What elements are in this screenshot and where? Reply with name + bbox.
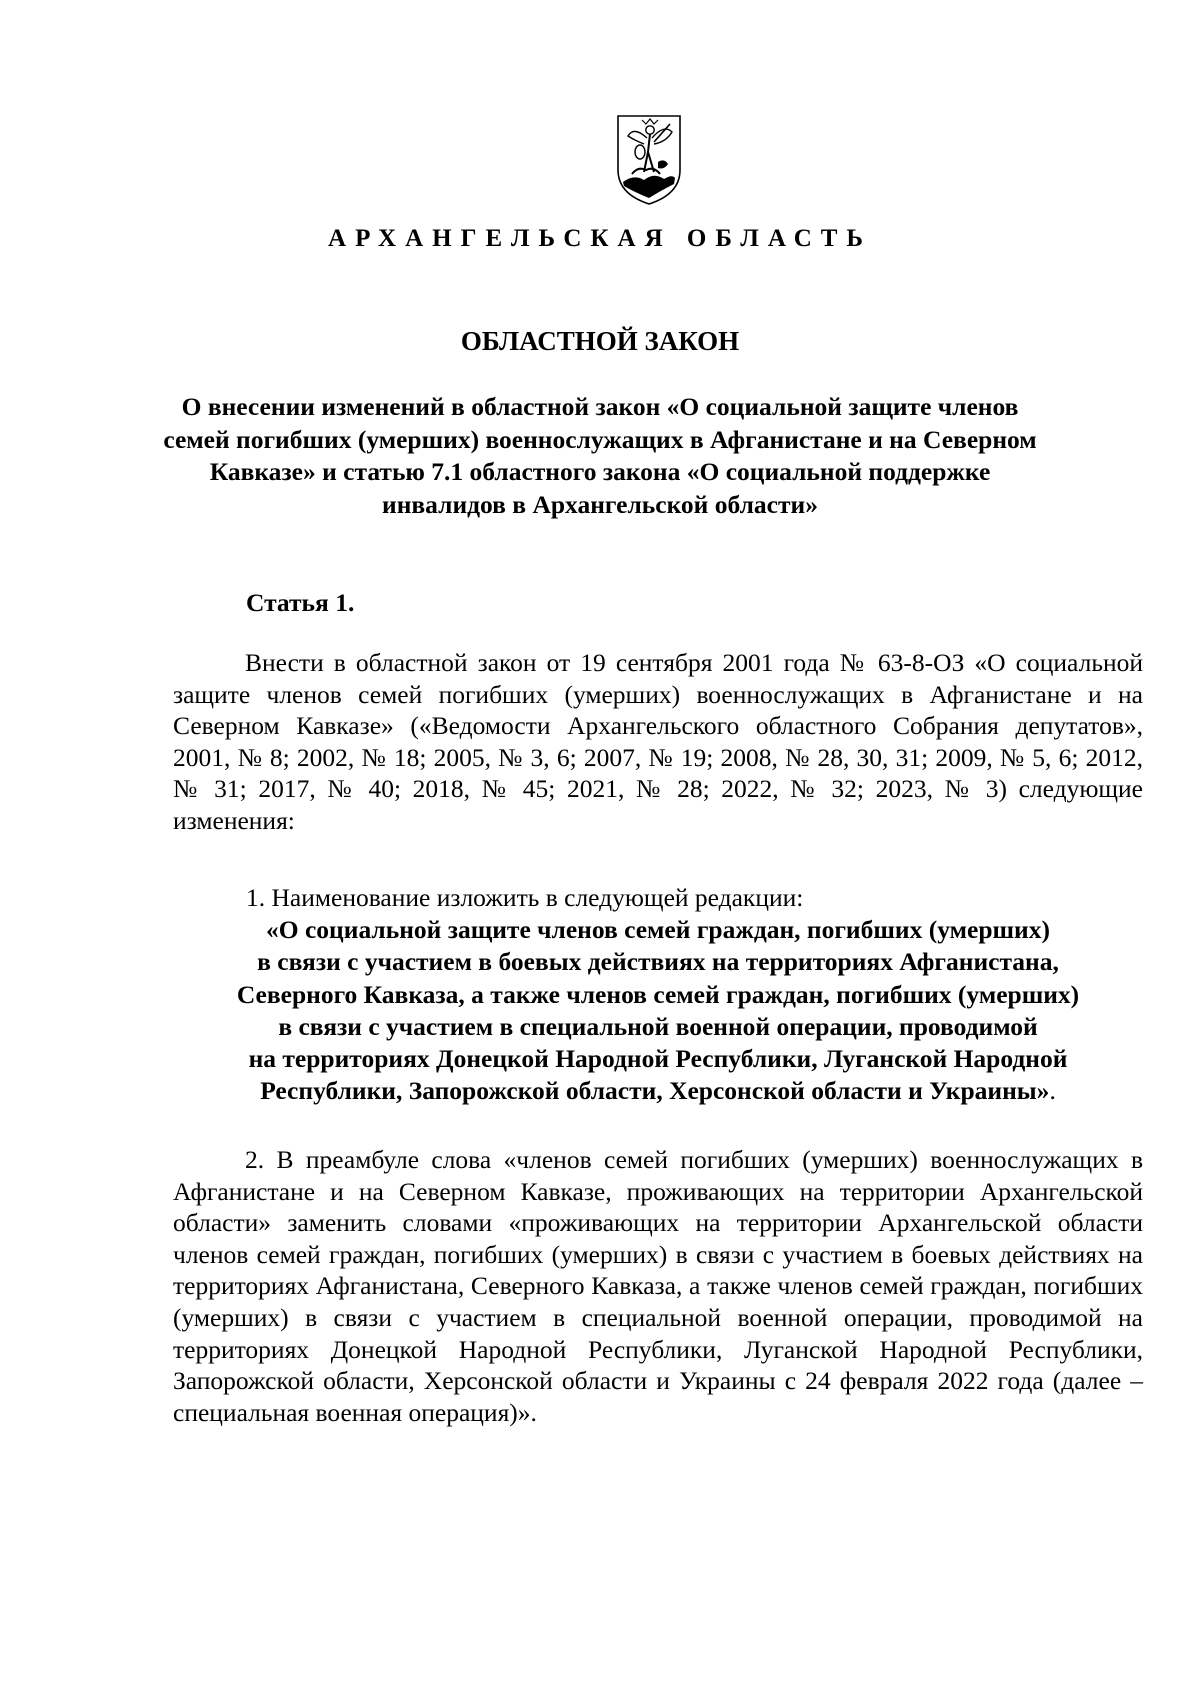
article-heading: Статья 1. (246, 588, 355, 617)
new-law-name-line: в связи с участием в боевых действиях на территориях Афганистана, (257, 947, 1059, 977)
new-law-name-line (173, 1075, 1143, 1107)
law-title (160, 391, 1040, 521)
law-title-line: Кавказе» и статью 7.1 областного закона «О социальной поддержке (209, 457, 991, 486)
article-intro-paragraph: Внести в областной закон от 19 сентября 2001 года № 63-8-ОЗ «О социальной защите членов семей погибших (умерших) военнослужащих в Афганистане и на Северном Кавказе» («Ведомости Архангельского областного Собрания депутатов», 2001, № 8; 2002, № 18; 2005, № 3, 6; 2007, № 19; 2008, № 28, 30, 31; 2009, № 5, 6; 2012, № 31; 2017, № 40; 2018, № 45; 2021, № 28; 2022, № 32; 2023, № 3) следующие изменения: (173, 648, 1143, 835)
law-title-line: семей погибших (умерших) военнослужащих в Афганистане и на Северном (163, 424, 1037, 454)
law-title-line: О внесении изменений в областной закон «О социальной защите членов (181, 392, 1019, 421)
new-law-name-line: Северного Кавказа, а также членов семей граждан, погибших (умерших) (236, 979, 1080, 1009)
new-law-name-line: на территориях Донецкой Народной Республики, Луганской Народной (248, 1044, 1068, 1074)
law-type-heading: ОБЛАСТНОЙ ЗАКОН (460, 326, 740, 356)
region-name: АРХАНГЕЛЬСКАЯ ОБЛАСТЬ (328, 225, 872, 252)
item-2-paragraph: 2. В преамбуле слова «членов семей погибших (умерших) военнослужащих в Афганистане и на Северном Кавказе, проживающих на территории Архангельской области» заменить словами «проживающих на территории Архангельской области членов семей граждан, погибших (умерших) в связи с участием в боевых действиях на территориях Афганистана, Северного Кавказа, а также членов семей граждан, погибших (умерших) в связи с участием в специальной военной операции, проводимой на территориях Донецкой Народной Республики, Луганской Народной Республики, Запорожской области, Херсонской области и Украины с 24 февраля 2022 года (далее – специальная военная операция)». (173, 1145, 1143, 1427)
arkhangelsk-coat-of-arms-icon (614, 112, 684, 208)
new-law-name-line-text: Республики, Запорожской области, Херсонской области и Украины» (260, 1076, 1050, 1106)
new-law-name-line: «О социальной защите членов семей граждан, погибших (умерших) (266, 915, 1050, 944)
new-law-name-period: . (1049, 1076, 1056, 1106)
new-law-name-line: в связи с участием в специальной военной операции, проводимой (278, 1011, 1038, 1041)
new-law-name (173, 914, 1143, 1108)
law-title-line: инвалидов в Архангельской области» (382, 489, 818, 519)
item-1-label: 1. Наименование изложить в следующей редакции: (246, 883, 804, 912)
